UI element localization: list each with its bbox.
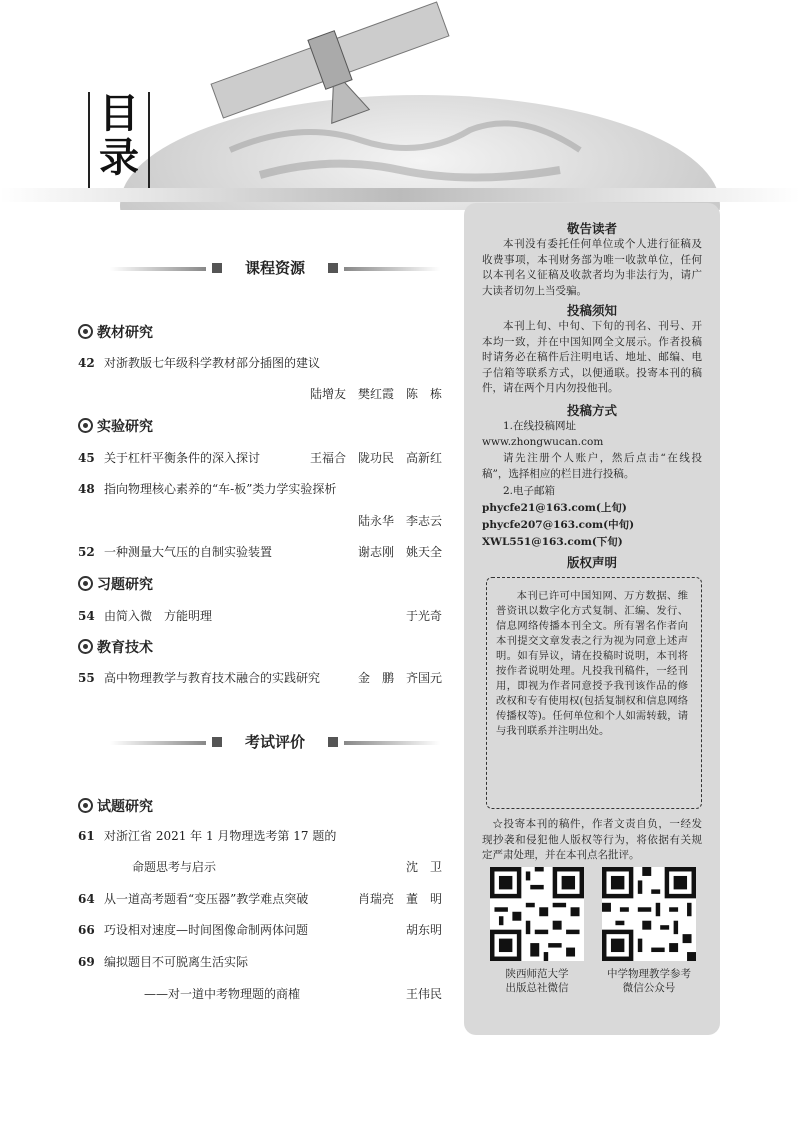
toc-entry-69[interactable] (78, 954, 442, 970)
toc-entry-42[interactable] (78, 355, 442, 371)
category-exercise-research (78, 574, 153, 594)
email-3[interactable]: XWL551@163.com(下旬) (482, 536, 623, 548)
section-label: 课程资源 (244, 259, 305, 277)
category-label: 试题研究 (97, 799, 153, 815)
category-education-technology (78, 637, 153, 657)
toc-entry-61[interactable] (78, 828, 442, 844)
toc-entry-64[interactable] (78, 891, 442, 907)
entry-page: 52 (78, 545, 95, 559)
entry-title: 高中物理教学与教育技术融合的实践研究 (104, 671, 321, 685)
entry-authors: 陆增友 樊红霞 陈 栋 (309, 387, 442, 401)
toc-entry-48[interactable] (78, 481, 442, 497)
category-exam-question-research (78, 796, 153, 816)
method-2: 2.电子邮箱 (503, 485, 556, 497)
toc-entry-42-authors (78, 386, 442, 402)
entry-title: 对浙江省 2021 年 1 月物理选考第 17 题的 (104, 829, 337, 843)
entry-page: 48 (78, 482, 95, 496)
toc-entry-55[interactable] (78, 670, 442, 686)
entry-authors: 陆永华 李志云 (357, 514, 442, 528)
toc-entry-45[interactable] (78, 450, 442, 466)
qr1-caption-line2: 出版总社微信 (505, 982, 569, 994)
entry-title: 编拟题目不可脱离生活实际 (104, 955, 249, 969)
copyright-text: 本刊已许可中国知网、万方数据、维普资讯以数字化方式复制、汇编、发行、信息网络传播本刊全文。所有署名作者向本刊提交文章发表之行为视为同意上述声明。如有异议，请在投稿时说明，本刊将按作者说明处理。凡投我刊稿件，一经刊用，即视为作者同意授予我刊该作品的修改权和专有使用权(包括复制权和信息网络传播权等)。任何单位和个人如需转载，请与我刊联系并注明出处。 (496, 590, 688, 737)
title-char-2: 录 (99, 135, 139, 181)
qr1-caption (477, 967, 597, 995)
entry-title: 指向物理核心素养的“车-板”类力学实验探析 (104, 482, 337, 496)
entry-authors: 谢志刚 姚天全 (357, 545, 442, 559)
title-char-1: 目 (99, 91, 139, 137)
entry-title: 从一道高考题看“变压器”教学难点突破 (104, 892, 309, 906)
section-label: 考试评价 (244, 733, 305, 751)
entry-authors: 王伟民 (405, 987, 442, 1001)
submit-text: 本刊上旬、中旬、下旬的刊名、刊号、开本均一致，并在中国知网全文展示。作者投稿时请务必在稿件后注明电话、地址、邮编、电子信箱等联系方式，以便通联。投寄本刊的稿件，请在两个月内勿投他刊。 (482, 320, 702, 394)
page-title-toc (88, 92, 150, 188)
entry-authors: 肖瑞亮 董 明 (357, 892, 442, 906)
entry-authors: 于光奇 (405, 609, 442, 623)
method-1: 1.在线投稿网址 (503, 420, 577, 432)
toc-entry-52[interactable] (78, 544, 442, 560)
submit-title: 投稿须知 (566, 303, 617, 318)
email-1[interactable]: phycfe21@163.com(上旬) (482, 502, 627, 514)
section-header-exam-evaluation (110, 732, 440, 752)
bullet-icon (78, 324, 93, 339)
section-header-course-resources (110, 258, 440, 278)
sidebar-notices (464, 203, 720, 1035)
entry-title-cont: ——对一道中考物理题的商榷 (144, 987, 301, 1001)
entry-page: 64 (78, 892, 95, 906)
method-1-text: 请先注册个人账户，然后点击“在线投稿”，选择相应的栏目进行投稿。 (482, 452, 702, 480)
bullet-icon (78, 798, 93, 813)
entry-title: 对浙教版七年级科学教材部分插图的建议 (104, 356, 321, 370)
notice-title: 敬告读者 (566, 221, 617, 236)
entry-title: 一种测量大气压的自制实验装置 (104, 545, 273, 559)
entry-page: 61 (78, 829, 95, 843)
entry-authors: 沈 卫 (405, 860, 442, 874)
category-textbook-research (78, 322, 153, 342)
entry-title-cont: 命题思考与启示 (132, 860, 217, 874)
toc-entry-66[interactable] (78, 922, 442, 938)
qr2-caption-line1: 中学物理教学参考 (607, 968, 691, 980)
category-label: 教育技术 (97, 640, 153, 656)
toc-entry-48-authors (78, 513, 442, 529)
entry-page: 69 (78, 955, 95, 969)
toc-entry-61-line2 (78, 859, 442, 875)
qr-code-icon (490, 867, 584, 961)
bullet-icon (78, 639, 93, 654)
copyright-title: 版权声明 (566, 555, 617, 570)
toc-entry-54[interactable] (78, 608, 442, 624)
method-title: 投稿方式 (566, 403, 617, 418)
entry-page: 66 (78, 923, 95, 937)
email-2[interactable]: phycfe207@163.com(中旬) (482, 519, 635, 531)
notice-text: 本刊没有委托任何单位或个人进行征稿及收费事项，本刊财务部为唯一收款单位，任何以本刊名义征稿及收款者均为非法行为，请广大读者切勿上当受骗。 (482, 238, 702, 297)
entry-page: 54 (78, 609, 95, 623)
entry-page: 55 (78, 671, 95, 685)
toc-entry-69-line2 (78, 986, 442, 1002)
category-label: 教材研究 (97, 325, 153, 341)
category-experiment-research (78, 416, 153, 436)
qr2-caption (589, 967, 709, 995)
entry-title: 关于杠杆平衡条件的深入探讨 (104, 451, 261, 465)
qr1-caption-line1: 陕西师范大学 (505, 968, 569, 980)
entry-authors: 胡东明 (405, 923, 442, 937)
entry-page: 42 (78, 356, 95, 370)
category-label: 实验研究 (97, 419, 153, 435)
method-url[interactable]: www.zhongwucan.com (482, 436, 604, 448)
qr-code-icon (602, 867, 696, 961)
bullet-icon (78, 418, 93, 433)
entry-page: 45 (78, 451, 95, 465)
warning-text: ☆投寄本刊的稿件，作者文责自负，一经发现抄袭和侵犯他人版权等行为，将依据有关规定严肃处理，并在本刊点名批评。 (482, 818, 702, 861)
entry-title: 由简入微 方能明理 (104, 609, 213, 623)
entry-authors: 金 鹏 齐国元 (357, 671, 442, 685)
bullet-icon (78, 576, 93, 591)
qr2-caption-line2: 微信公众号 (622, 982, 676, 994)
entry-title: 巧设相对速度—时间图像命制两体问题 (104, 923, 309, 937)
entry-authors: 王福合 陇功民 高新红 (309, 451, 442, 465)
category-label: 习题研究 (97, 577, 153, 593)
